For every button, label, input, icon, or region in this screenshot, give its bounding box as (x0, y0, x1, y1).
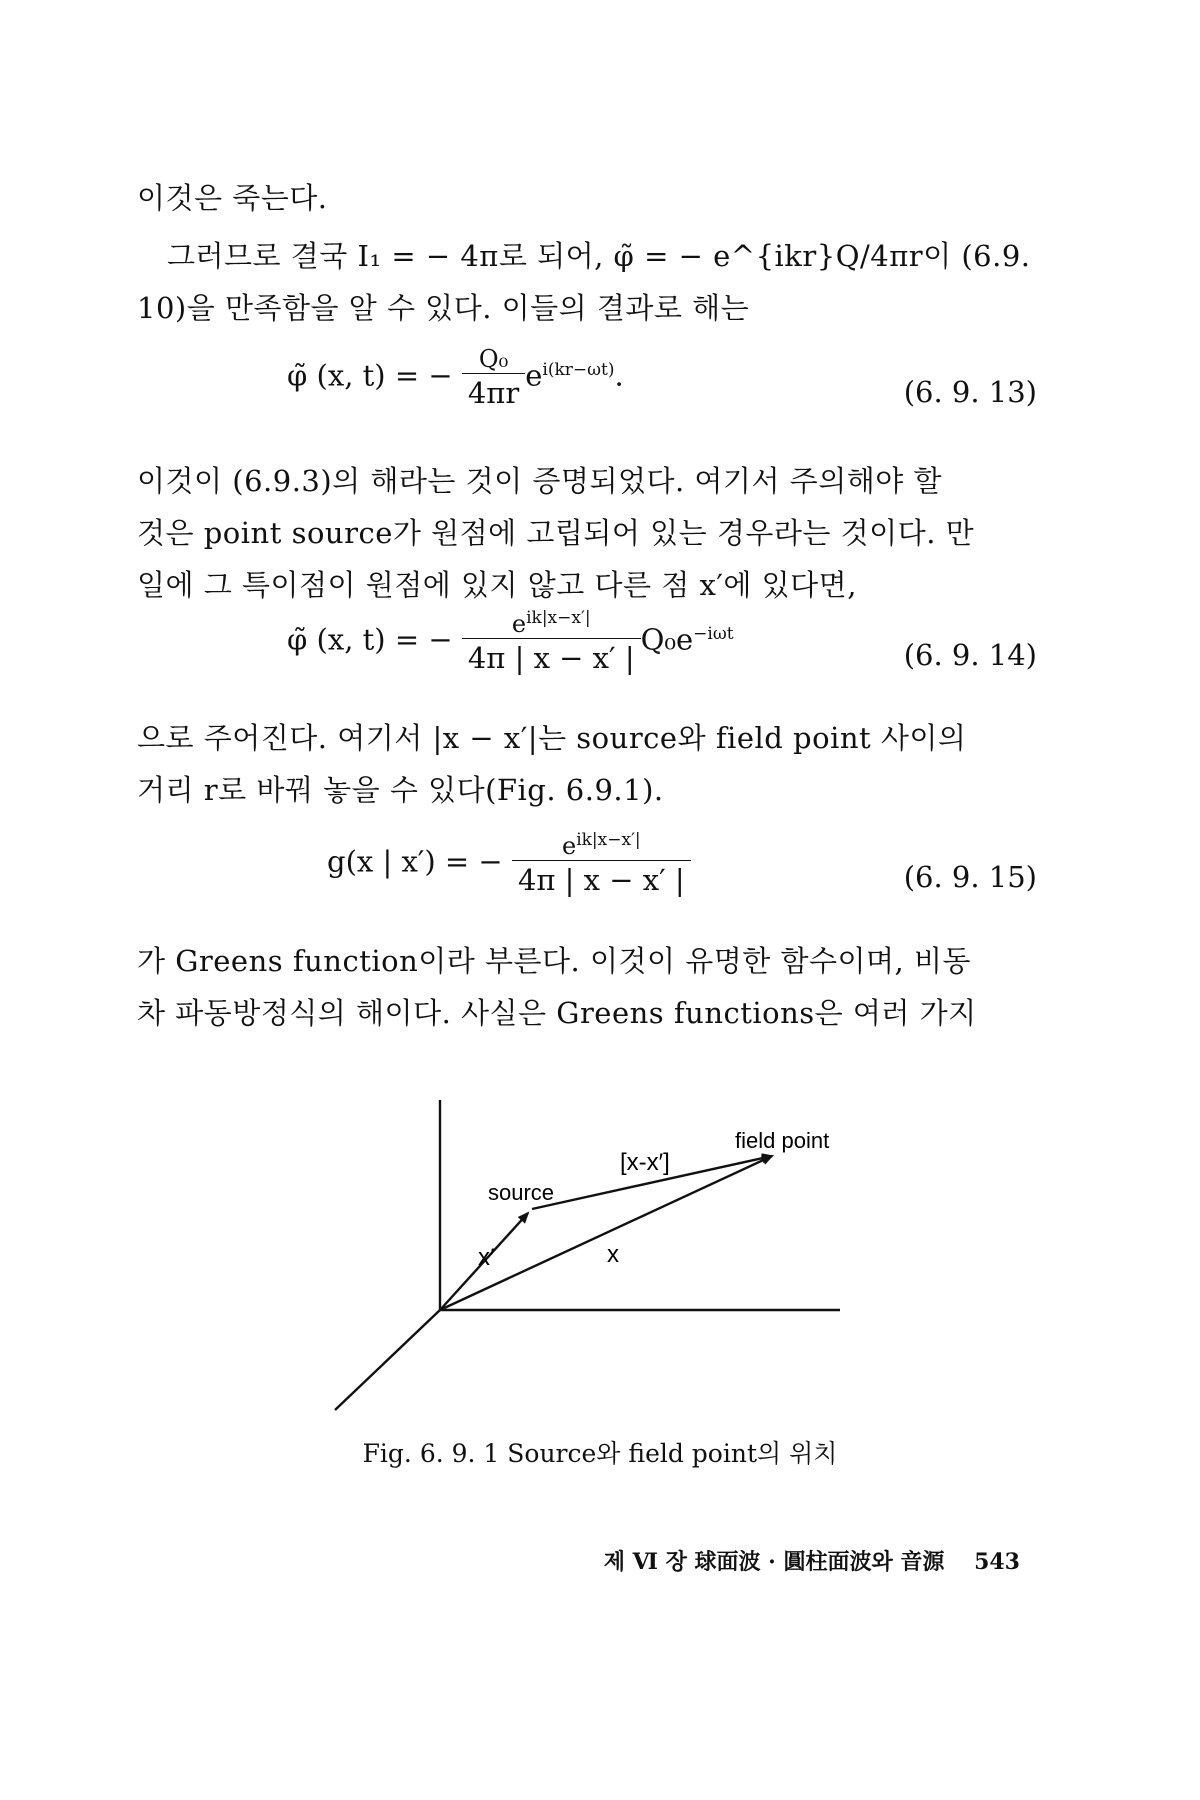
label-field-point: field point (735, 1128, 830, 1153)
text-line: 거리 r로 바꿔 놓을 수 있다(Fig. 6.9.1). (137, 773, 664, 807)
equation-expression (327, 830, 691, 897)
exp-power: −iωt (693, 623, 734, 644)
fraction-denominator: 4π | x − x′ | (512, 860, 691, 897)
exp-power: ik|x−x′| (576, 830, 641, 850)
label-x: x (607, 1241, 619, 1268)
text-line: 이것은 죽는다. (137, 181, 328, 215)
text-line: 그러므로 결국 I₁ = − 4π로 되어, φ̃ = − e^{ikr}Q/4πr이 (6.9. (167, 239, 1031, 273)
fraction-denominator: 4π | x − x′ | (462, 638, 641, 675)
figure-diagram (320, 1100, 860, 1430)
equation-6-9-15 (137, 830, 1037, 920)
equation-expression (287, 608, 734, 675)
exp-base: e (525, 358, 543, 393)
label-x-prime: x′ (478, 1244, 495, 1271)
exp-base: e (561, 832, 577, 860)
z-axis-line (335, 1310, 440, 1410)
text-line: 으로 주어진다. 여기서 |x − x′|는 source와 field point 사이의 (137, 721, 967, 755)
figure-caption: Fig. 6. 9. 1 Source와 field point의 위치 (362, 1439, 838, 1468)
equation-number: (6. 9. 14) (903, 638, 1037, 672)
paragraph-5 (137, 935, 1037, 1039)
text-line: 10)을 만족함을 알 수 있다. 이들의 결과로 해는 (137, 291, 750, 325)
fraction-denominator: 4πr (462, 373, 525, 410)
exp-power: ik|x−x′| (526, 608, 591, 628)
fraction-numerator (462, 608, 641, 638)
paragraph-4 (137, 712, 1037, 816)
fraction-numerator: Q₀ (478, 345, 509, 373)
label-source: source (488, 1180, 555, 1205)
paragraph-2 (137, 230, 1037, 334)
fraction-numerator (512, 830, 691, 860)
exp-power: i(kr−ωt) (542, 359, 615, 380)
equation-lhs: φ̃ (x, t) = − (287, 358, 453, 393)
label-x-minus-x-prime: [x-x′] (620, 1149, 670, 1176)
text-line: 이것이 (6.9.3)의 해라는 것이 증명되었다. 여기서 주의해야 할 (137, 464, 942, 498)
exp-base: Q₀e (640, 622, 694, 657)
paragraph-3 (137, 455, 1037, 611)
paragraph-1 (137, 172, 1037, 224)
text-line: 차 파동방정식의 해이다. 사실은 Greens functions은 여러 가지 (137, 996, 977, 1030)
equation-fraction (512, 830, 691, 897)
equation-fraction (462, 608, 641, 675)
page-footer (520, 1545, 1020, 1576)
equation-number: (6. 9. 13) (903, 375, 1037, 409)
equation-end: . (614, 358, 624, 393)
equation-fraction (462, 345, 525, 410)
equation-expression (287, 345, 624, 410)
page-number: 543 (974, 1549, 1020, 1575)
equation-6-9-14 (137, 608, 1037, 698)
equation-6-9-13 (137, 345, 1037, 435)
text-line: 것은 point source가 원점에 고립되어 있는 경우라는 것이다. 만 (137, 516, 975, 550)
text-line: 가 Greens function이라 부른다. 이것이 유명한 함수이며, 비동 (137, 944, 972, 978)
exp-base: e (511, 610, 527, 638)
running-head: 제 Ⅵ 장 球面波 · 圓柱面波와 音源 (603, 1549, 945, 1575)
equation-lhs: φ̃ (x, t) = − (287, 622, 453, 657)
equation-number: (6. 9. 15) (903, 860, 1037, 894)
equation-lhs: g(x | x′) = − (327, 844, 503, 879)
text-line: 일에 그 특이점이 원점에 있지 않고 다른 점 x′에 있다면, (137, 568, 857, 602)
